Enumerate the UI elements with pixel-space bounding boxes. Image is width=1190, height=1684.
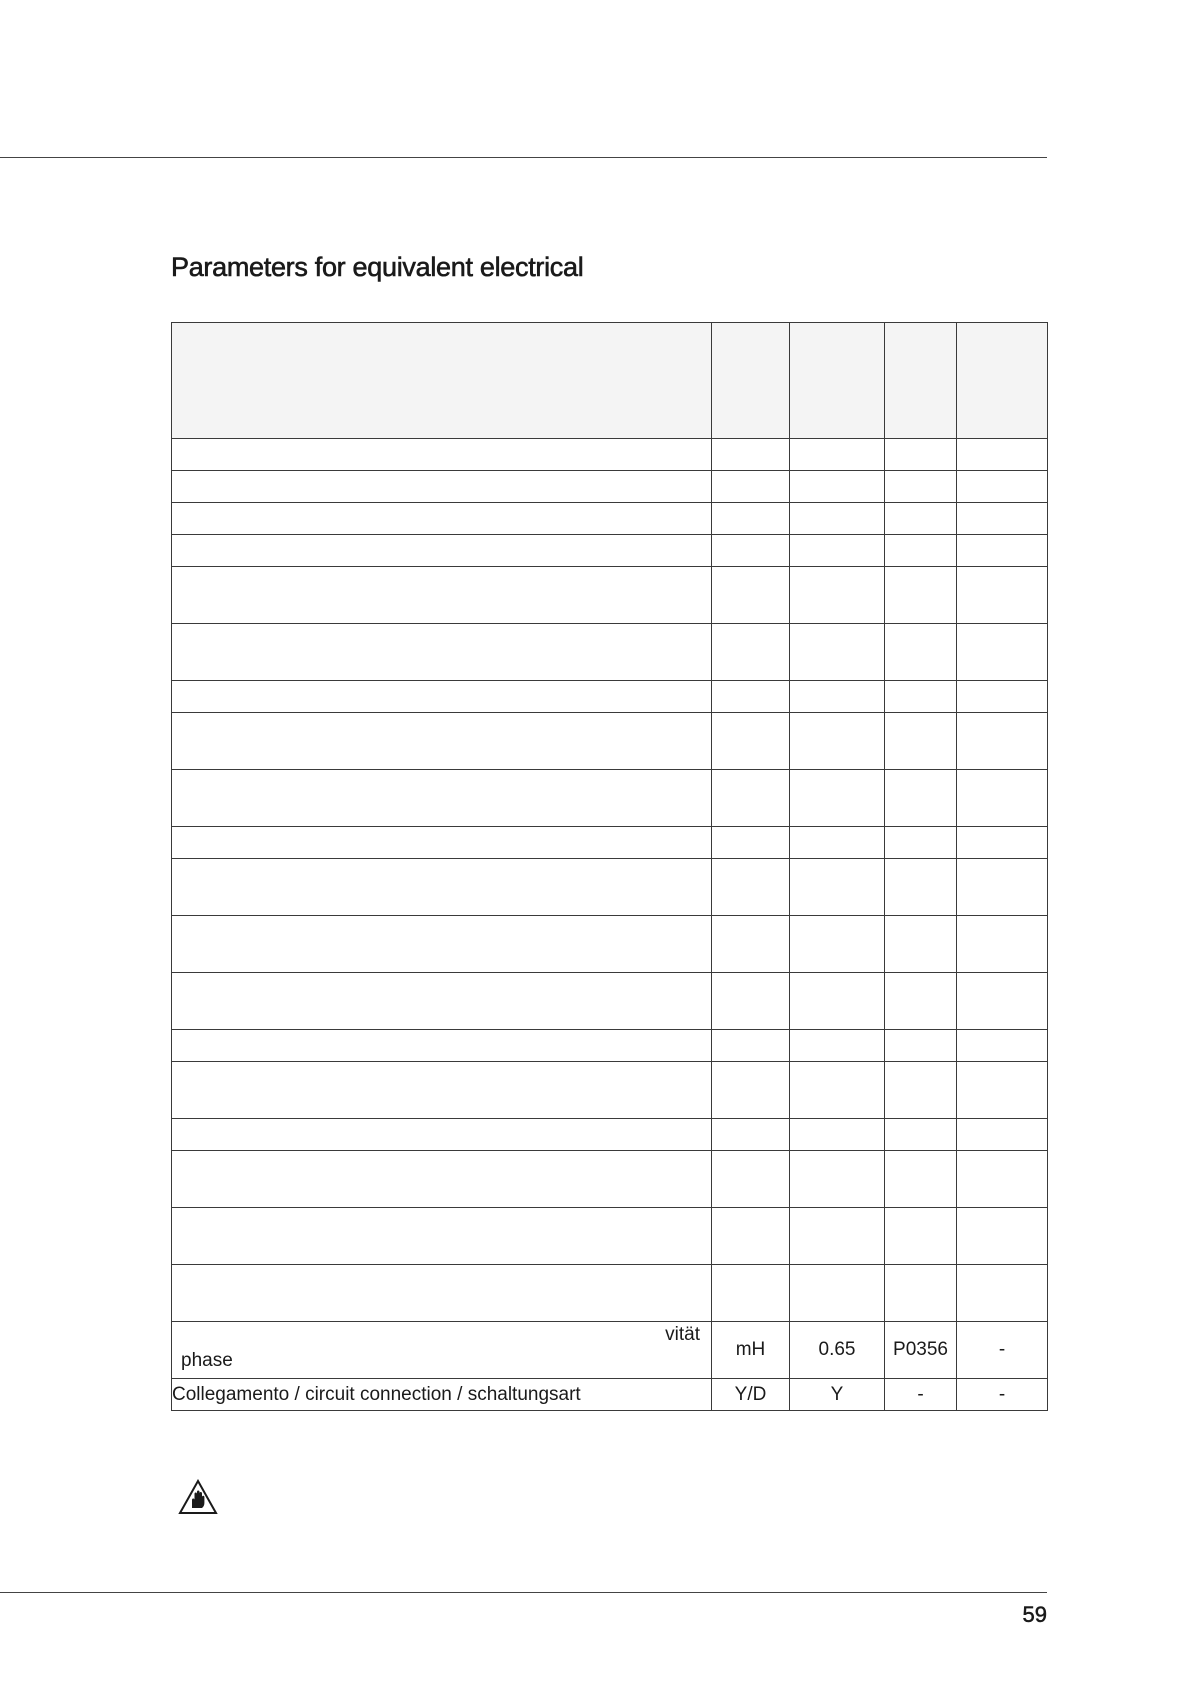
row-unit bbox=[712, 973, 790, 1030]
row-value bbox=[790, 973, 885, 1030]
row-unit bbox=[712, 681, 790, 713]
row-other bbox=[957, 567, 1048, 624]
row-unit bbox=[712, 535, 790, 567]
table-row-inductance bbox=[172, 1322, 1048, 1379]
header-value bbox=[790, 323, 885, 439]
row-other bbox=[957, 503, 1048, 535]
row-other bbox=[957, 973, 1048, 1030]
row-parameter bbox=[885, 567, 957, 624]
row-description bbox=[172, 770, 712, 827]
row-parameter bbox=[885, 973, 957, 1030]
row-unit bbox=[712, 1119, 790, 1151]
parameters-table bbox=[171, 322, 1048, 1411]
row-unit bbox=[712, 471, 790, 503]
row-other bbox=[957, 713, 1048, 770]
row-parameter bbox=[885, 1062, 957, 1119]
row-parameter bbox=[885, 713, 957, 770]
row-unit bbox=[712, 859, 790, 916]
row-unit bbox=[712, 624, 790, 681]
row-value bbox=[790, 859, 885, 916]
row-unit bbox=[712, 503, 790, 535]
row-unit bbox=[712, 1208, 790, 1265]
row-unit: mH bbox=[712, 1322, 790, 1379]
row-value bbox=[790, 770, 885, 827]
table-row bbox=[172, 439, 1048, 471]
row-description bbox=[172, 1322, 712, 1379]
row-description bbox=[172, 1030, 712, 1062]
row-description bbox=[172, 567, 712, 624]
row-parameter bbox=[885, 1119, 957, 1151]
row-other: - bbox=[957, 1322, 1048, 1379]
table-row bbox=[172, 973, 1048, 1030]
row-parameter bbox=[885, 1151, 957, 1208]
row-parameter bbox=[885, 439, 957, 471]
row-other bbox=[957, 439, 1048, 471]
row-other bbox=[957, 624, 1048, 681]
table-row bbox=[172, 1151, 1048, 1208]
row-parameter bbox=[885, 827, 957, 859]
row-other bbox=[957, 1062, 1048, 1119]
row-description bbox=[172, 859, 712, 916]
row-description bbox=[172, 535, 712, 567]
row-other bbox=[957, 681, 1048, 713]
row-description-fragment-right: vität bbox=[665, 1324, 700, 1345]
row-description: Collegamento / circuit connection / schaltungsart bbox=[172, 1379, 712, 1411]
row-unit bbox=[712, 827, 790, 859]
row-other bbox=[957, 770, 1048, 827]
row-other bbox=[957, 535, 1048, 567]
row-description bbox=[172, 681, 712, 713]
row-description bbox=[172, 916, 712, 973]
row-description bbox=[172, 1151, 712, 1208]
table-row bbox=[172, 535, 1048, 567]
row-parameter bbox=[885, 916, 957, 973]
row-value bbox=[790, 439, 885, 471]
row-unit bbox=[712, 1151, 790, 1208]
row-value bbox=[790, 624, 885, 681]
row-parameter bbox=[885, 503, 957, 535]
row-value bbox=[790, 503, 885, 535]
row-value bbox=[790, 535, 885, 567]
row-value bbox=[790, 916, 885, 973]
row-description bbox=[172, 713, 712, 770]
row-value bbox=[790, 1030, 885, 1062]
row-unit bbox=[712, 1030, 790, 1062]
row-parameter bbox=[885, 535, 957, 567]
row-description bbox=[172, 1119, 712, 1151]
row-description bbox=[172, 624, 712, 681]
table-row bbox=[172, 770, 1048, 827]
table-row bbox=[172, 624, 1048, 681]
warning-hand-icon bbox=[178, 1479, 218, 1515]
row-value bbox=[790, 567, 885, 624]
top-rule bbox=[0, 157, 1047, 158]
row-unit bbox=[712, 770, 790, 827]
table-header-row bbox=[172, 323, 1048, 439]
row-value bbox=[790, 471, 885, 503]
row-other bbox=[957, 859, 1048, 916]
header-other bbox=[957, 323, 1048, 439]
row-parameter bbox=[885, 471, 957, 503]
row-other bbox=[957, 1119, 1048, 1151]
row-other bbox=[957, 471, 1048, 503]
row-parameter: P0356 bbox=[885, 1322, 957, 1379]
row-value: Y bbox=[790, 1379, 885, 1411]
row-unit: Y/D bbox=[712, 1379, 790, 1411]
row-description bbox=[172, 471, 712, 503]
row-parameter bbox=[885, 624, 957, 681]
table-row bbox=[172, 827, 1048, 859]
table-row bbox=[172, 1119, 1048, 1151]
row-value bbox=[790, 1119, 885, 1151]
row-description bbox=[172, 439, 712, 471]
row-unit bbox=[712, 439, 790, 471]
row-description bbox=[172, 827, 712, 859]
table-row bbox=[172, 1208, 1048, 1265]
table-row-circuit-connection bbox=[172, 1379, 1048, 1411]
page-number: 59 bbox=[1022, 1602, 1047, 1627]
header-unit bbox=[712, 323, 790, 439]
row-description bbox=[172, 503, 712, 535]
row-other bbox=[957, 1151, 1048, 1208]
row-description bbox=[172, 1265, 712, 1322]
row-unit bbox=[712, 713, 790, 770]
row-value: 0.65 bbox=[790, 1322, 885, 1379]
row-description-fragment-left: phase bbox=[181, 1350, 233, 1371]
row-unit bbox=[712, 1265, 790, 1322]
table-row bbox=[172, 1265, 1048, 1322]
row-value bbox=[790, 1062, 885, 1119]
row-unit bbox=[712, 916, 790, 973]
row-value bbox=[790, 1208, 885, 1265]
table-row bbox=[172, 916, 1048, 973]
table-row bbox=[172, 713, 1048, 770]
table-row bbox=[172, 471, 1048, 503]
row-other bbox=[957, 1265, 1048, 1322]
row-parameter bbox=[885, 1030, 957, 1062]
row-description bbox=[172, 973, 712, 1030]
row-value bbox=[790, 713, 885, 770]
row-value bbox=[790, 827, 885, 859]
table-row bbox=[172, 503, 1048, 535]
row-other bbox=[957, 916, 1048, 973]
row-value bbox=[790, 1151, 885, 1208]
page-title: Parameters for equivalent electrical bbox=[171, 252, 584, 283]
table-row bbox=[172, 567, 1048, 624]
row-parameter bbox=[885, 770, 957, 827]
table-row bbox=[172, 681, 1048, 713]
table-row bbox=[172, 1030, 1048, 1062]
row-other bbox=[957, 1030, 1048, 1062]
header-parameter bbox=[885, 323, 957, 439]
table-row bbox=[172, 859, 1048, 916]
row-parameter bbox=[885, 859, 957, 916]
row-unit bbox=[712, 567, 790, 624]
table-row bbox=[172, 1062, 1048, 1119]
row-other bbox=[957, 827, 1048, 859]
row-parameter bbox=[885, 1208, 957, 1265]
row-other bbox=[957, 1208, 1048, 1265]
row-description bbox=[172, 1062, 712, 1119]
row-value bbox=[790, 681, 885, 713]
row-unit bbox=[712, 1062, 790, 1119]
header-description bbox=[172, 323, 712, 439]
row-value bbox=[790, 1265, 885, 1322]
row-parameter bbox=[885, 1265, 957, 1322]
row-description bbox=[172, 1208, 712, 1265]
row-parameter bbox=[885, 681, 957, 713]
row-other: - bbox=[957, 1379, 1048, 1411]
row-parameter: - bbox=[885, 1379, 957, 1411]
bottom-rule bbox=[0, 1592, 1047, 1593]
